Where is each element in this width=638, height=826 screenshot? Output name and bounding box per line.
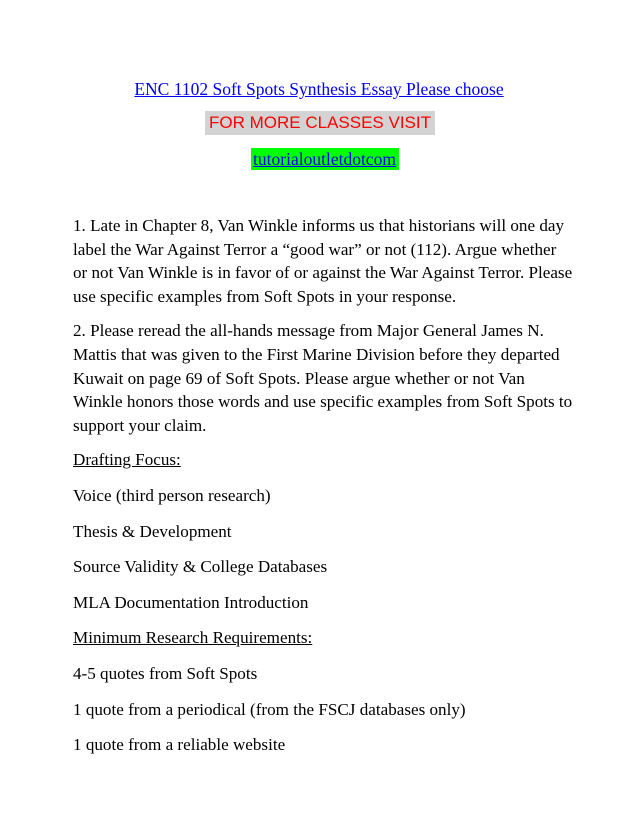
question-2: 2. Please reread the all-hands message from Major General James N. Mattis that was given to the First Marine Division before they departed Kuwait on page 69 of Soft Spots. Please argue whether or not Van Winkle honors those words and use specific examples from Soft Spots to support your claim. bbox=[73, 321, 573, 435]
drafting-focus-heading: Drafting Focus: bbox=[73, 450, 181, 470]
drafting-item: MLA Documentation Introduction bbox=[73, 592, 309, 612]
website-link-row bbox=[0, 148, 638, 170]
document-title[interactable] bbox=[0, 78, 638, 100]
drafting-item: Thesis & Development bbox=[73, 521, 232, 541]
research-item: 1 quote from a periodical (from the FSCJ databases only) bbox=[73, 699, 466, 719]
document-body bbox=[73, 214, 573, 769]
website-link[interactable]: tutorialoutletdotcom bbox=[251, 148, 399, 170]
promo-text: FOR MORE CLASSES VISIT bbox=[205, 111, 435, 135]
research-item: 4-5 quotes from Soft Spots bbox=[73, 663, 258, 683]
drafting-item: Source Validity & College Databases bbox=[73, 557, 328, 577]
title-text[interactable]: ENC 1102 Soft Spots Synthesis Essay Please choose bbox=[134, 79, 504, 99]
promo-banner bbox=[0, 111, 638, 135]
question-1: 1. Late in Chapter 8, Van Winkle informs us that historians will one day label the War Against Terror a “good war” or not (112). Argue whether or not Van Winkle is in favor of or against the War Against Terror. Please use specific examples from Soft Spots in your response. bbox=[73, 216, 573, 306]
drafting-item: Voice (third person research) bbox=[73, 485, 271, 505]
research-requirements-heading: Minimum Research Requirements: bbox=[73, 628, 313, 648]
research-item: 1 quote from a reliable website bbox=[73, 735, 286, 755]
